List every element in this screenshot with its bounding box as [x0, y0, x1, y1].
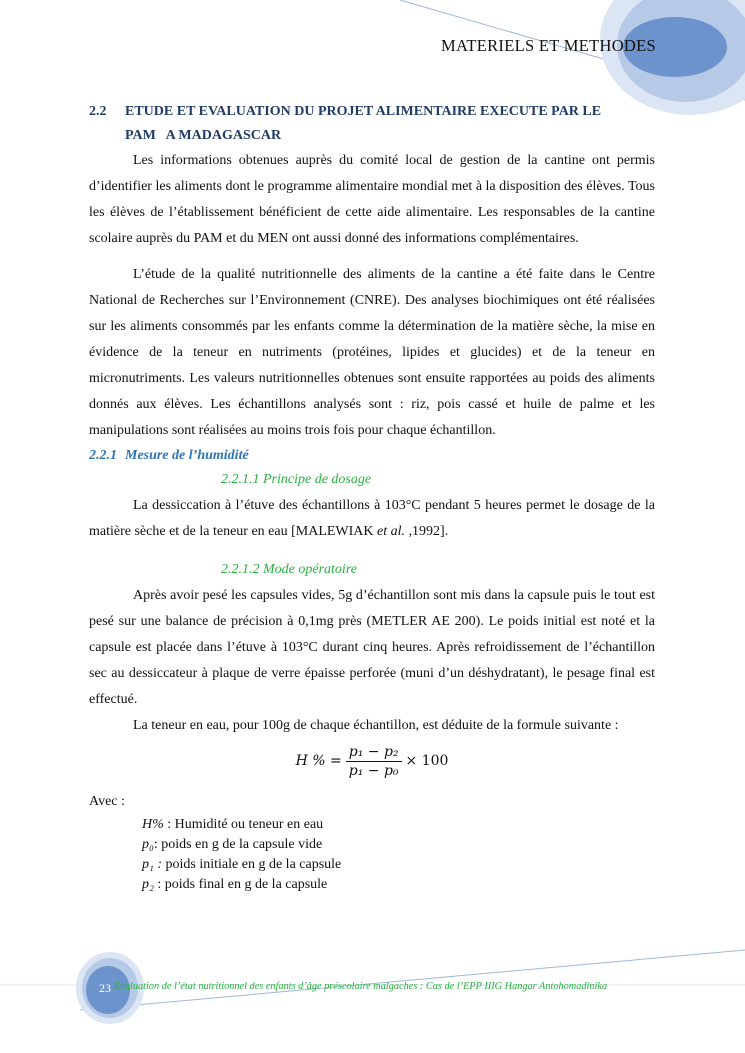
legend-item [142, 815, 655, 835]
paragraph-info: Les informations obtenues auprès du comité local de gestion de la cantine ont permis d’identifier les aliments dont le programme alimentaire mondial met à la disposition des élèves. Tous les élèves de l’établissement bénéficient de cette aide alimentaire. Les responsables de la cantine scolaire auprès du PAM et du MEN ont aussi donné des informations complémentaires. [89, 153, 656, 246]
subsection-number: 2.2.1 [89, 448, 117, 463]
page-content [89, 100, 655, 895]
section-heading [89, 100, 655, 148]
formula-lhs: H % = [295, 753, 342, 769]
formula-legend [89, 815, 655, 895]
mode-paragraph: Après avoir pesé les capsules vides, 5g d’échantillon sont mis dans la capsule puis le tout est pesé sur une balance de précision à 0,1mg près (METLER AE 200). Le poids initial est noté et la capsule est placée dans l’étuve à 103°C durant cinq heures. Après refroidissement de l’échantillon sec au dessiccateur à plaque de verre épaisse perforée (muni d’un déshydratant), le pesage final est effectué. [89, 588, 655, 707]
page-number: 23 [99, 981, 111, 995]
legend-description: poids initiale en g de la capsule [162, 857, 342, 872]
formula-fraction [346, 744, 402, 779]
legend-symbol: p₀ [142, 837, 154, 852]
formula-denominator: p₁ − p₀ [348, 762, 399, 779]
paragraph-etude: L’étude de la qualité nutritionnelle des aliments de la cantine a été faite dans le Centre National de Recherches sur l’Environnement (CNRE). Des analyses biochimiques ont été réalisées sur les aliments consommés par les enfants comme la détermination de la matière sèche, la mise en évidence de la teneur en nutriments (protéines, lipides et glucides) et de la teneur en micronutriments. Les valeurs nutritionnelles obtenues sont ensuite rapportées au poids des aliments donnés aux élèves. Les échantillons analysés sont : riz, pois cassé et huile de palme et les manipulations sont réalisées au moins trois fois pour chaque échantillon. [89, 267, 655, 438]
legend-symbol: H% [142, 817, 164, 832]
subsection-heading [89, 445, 655, 467]
principe-heading: 2.2.1.1 Principe de dosage [221, 472, 372, 487]
section-number: 2.2 [89, 104, 107, 119]
mode-heading: 2.2.1.2 Mode opératoire [221, 562, 357, 577]
section-title-line2: PAM A MADAGASCAR [125, 128, 282, 143]
formula-intro: La teneur en eau, pour 100g de chaque échantillon, est déduite de la formule suivante : [133, 718, 619, 733]
legend-item [142, 835, 655, 855]
legend-description: : poids en g de la capsule vide [153, 837, 323, 852]
principe-paragraph [89, 493, 655, 545]
avec-label: Avec : [89, 794, 125, 809]
legend-symbol: p₁ : [142, 857, 163, 872]
formula-numerator: p₁ − p₂ [346, 744, 402, 762]
section-title-line1: ETUDE ET EVALUATION DU PROJET ALIMENTAIRE EXECUTE PAR LE [125, 104, 602, 119]
header-title: MATERIELS ET METHODES [441, 36, 656, 55]
formula-rhs: × 100 [405, 753, 449, 769]
citation-etal: et al. [377, 524, 406, 539]
legend-description: : Humidité ou teneur en eau [163, 817, 324, 832]
legend-description: : poids final en g de la capsule [153, 877, 328, 892]
legend-item [142, 875, 655, 895]
subsection-title: Mesure de l’humidité [125, 448, 249, 463]
legend-symbol: p₂ [142, 877, 154, 892]
citation-year: ,1992]. [405, 524, 449, 539]
principe-text: La dessiccation à l’étuve des échantillons à 103°C pendant 5 heures permet le dosage de la matière sèche et de la teneur en eau [MALEWIAK [89, 498, 655, 539]
legend-item [142, 855, 655, 875]
humidity-formula [89, 739, 655, 783]
footer-text: Evaluation de l’état nutritionnel des enfants d’âge préscolaire malgaches : Cas de l’EPP IIIG Hangar Antohomadinika [114, 981, 608, 992]
